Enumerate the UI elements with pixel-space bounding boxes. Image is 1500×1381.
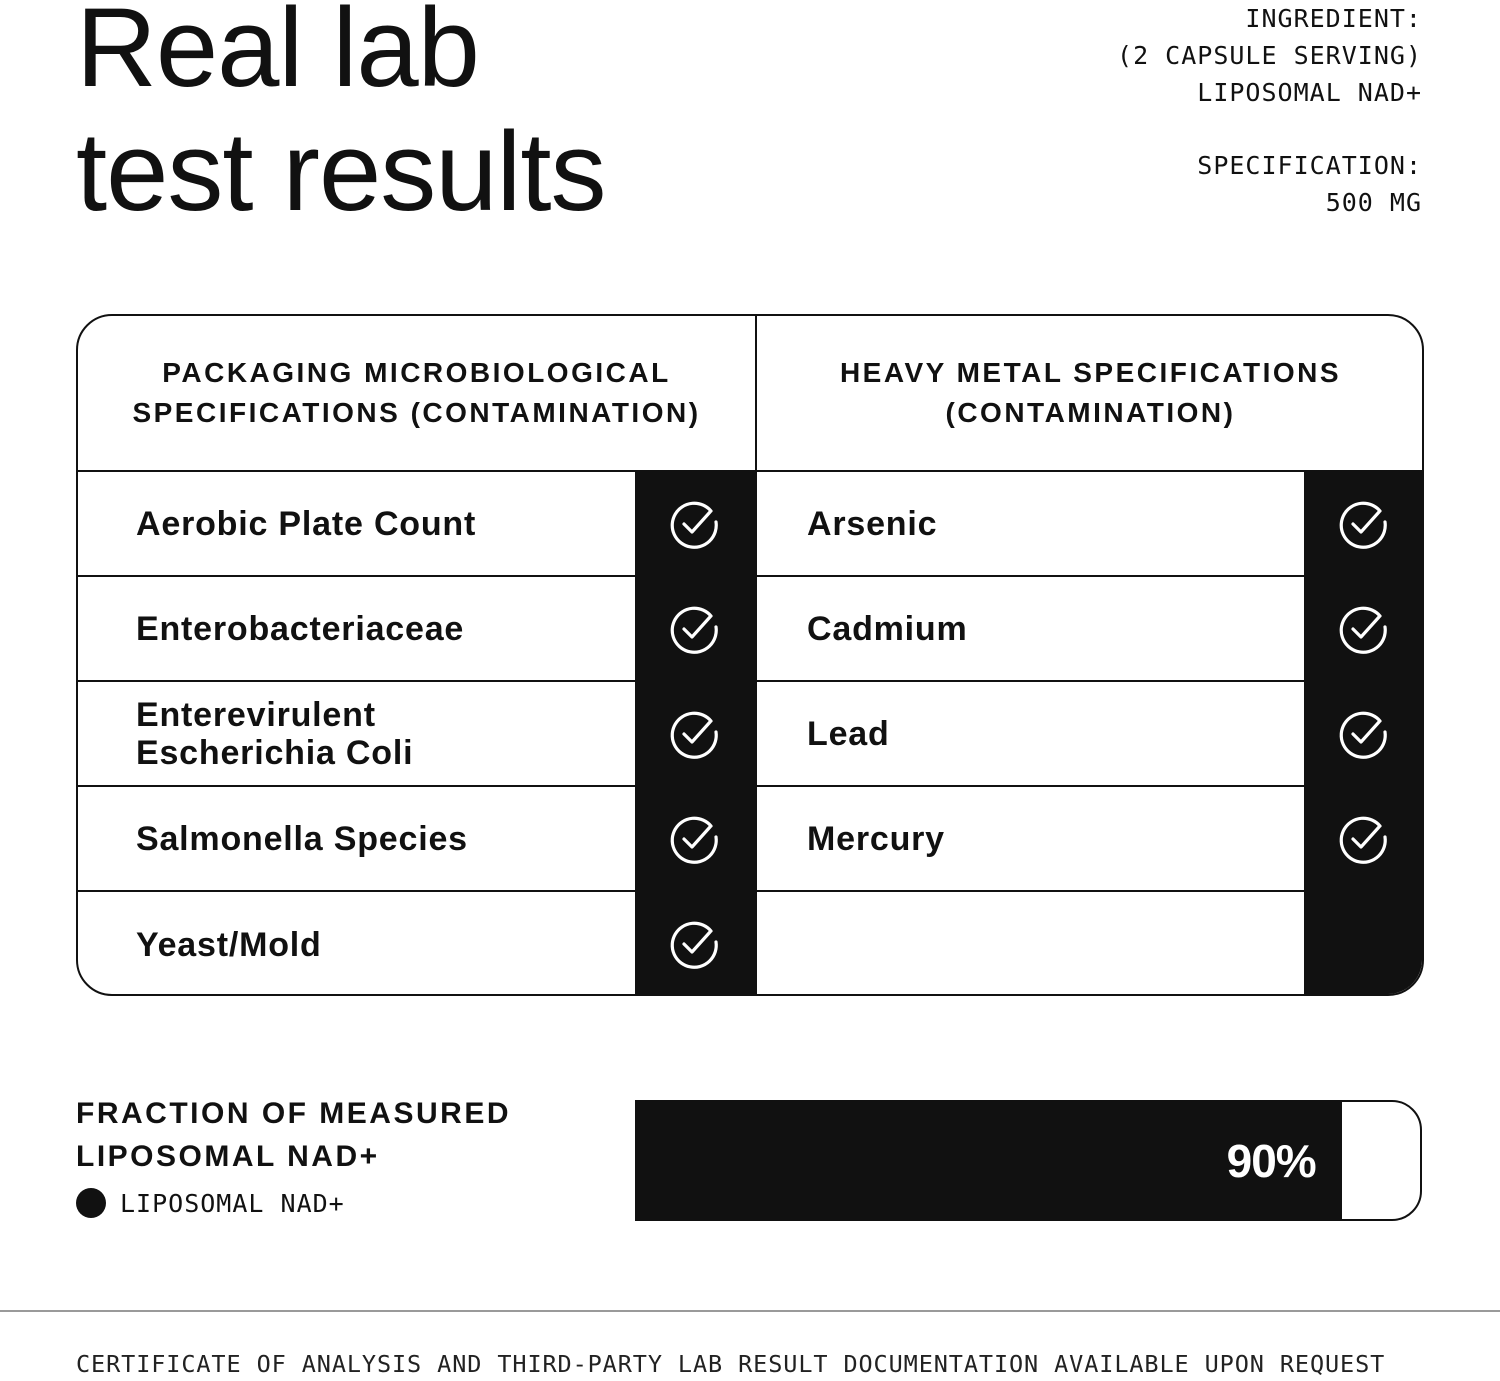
serving-size: (2 CAPSULE SERVING): [1117, 41, 1422, 70]
fraction-title-line-2: LIPOSOMAL NAD+: [76, 1140, 380, 1173]
test-name-line: Enterevirulent: [136, 695, 376, 734]
test-name: [78, 610, 464, 648]
check-icon: [1338, 498, 1390, 550]
ingredient-specs: [1117, 0, 1422, 221]
specification-value: 500 MG: [1325, 188, 1422, 217]
lab-results-table: [76, 314, 1424, 996]
table-row: [757, 892, 1304, 996]
test-name-line: Cadmium: [807, 609, 968, 648]
heavy-metal-column: [757, 316, 1424, 994]
table-row: [78, 787, 635, 892]
table-row: [757, 472, 1304, 577]
heading-line: PACKAGING MICROBIOLOGICAL: [162, 357, 671, 388]
check-icon: [669, 918, 721, 970]
check-icon: [669, 813, 721, 865]
check-icon: [1338, 498, 1390, 550]
table-row: [78, 892, 635, 996]
test-name-line: Enterobacteriaceae: [136, 609, 465, 648]
table-row: [757, 682, 1304, 787]
fraction-title-line-1: FRACTION OF MEASURED: [76, 1097, 511, 1130]
check-icon: [1338, 708, 1390, 760]
legend-label: LIPOSOMAL NAD+: [120, 1188, 345, 1218]
check-icon: [669, 918, 721, 970]
heading-line: SPECIFICATIONS (CONTAMINATION): [132, 397, 701, 428]
ingredient-label: INGREDIENT:: [1245, 4, 1422, 33]
check-icon: [669, 813, 721, 865]
fraction-percent: 90%: [1226, 1134, 1316, 1187]
fraction-title: [76, 1092, 511, 1178]
check-icon: [669, 498, 721, 550]
check-icon: [1338, 813, 1390, 865]
microbiological-column: [78, 316, 757, 994]
footer-note: CERTIFICATE OF ANALYSIS AND THIRD-PARTY LAB RESULT DOCUMENTATION AVAILABLE UPON REQUEST: [76, 1350, 1386, 1378]
title-line-2: test results: [76, 109, 606, 234]
test-name-line: Salmonella Species: [136, 819, 468, 858]
heavy-metal-heading: [757, 316, 1424, 472]
test-name-line: Escherichia Coli: [136, 733, 414, 772]
table-row: [757, 787, 1304, 892]
check-icon: [1338, 708, 1390, 760]
test-name: [78, 926, 322, 964]
table-row: [78, 472, 635, 577]
ingredient-value: LIPOSOMAL NAD+: [1197, 78, 1422, 107]
check-icon: [669, 498, 721, 550]
heading-line: (CONTAMINATION): [945, 397, 1236, 428]
test-name: [78, 696, 413, 772]
check-icon: [1338, 603, 1390, 655]
page-title: [76, 0, 606, 234]
table-row: [78, 577, 635, 682]
check-icon: [1338, 603, 1390, 655]
test-name: [757, 505, 937, 543]
check-icon: [669, 708, 721, 760]
title-line-1: Real lab: [76, 0, 479, 110]
microbiological-heading: [78, 316, 755, 472]
test-name-line: Mercury: [807, 819, 945, 858]
test-name-line: Lead: [807, 714, 890, 753]
divider: [0, 1310, 1500, 1312]
fraction-bar-fill: [637, 1102, 1342, 1219]
table-row: [78, 682, 635, 787]
test-name-line: Yeast/Mold: [136, 925, 322, 964]
check-icon: [669, 603, 721, 655]
heading-line: HEAVY METAL SPECIFICATIONS: [839, 357, 1342, 388]
test-name: [757, 610, 968, 648]
test-name: [78, 505, 476, 543]
table-row: [757, 577, 1304, 682]
legend-dot-icon: [76, 1188, 106, 1218]
test-name: [78, 820, 468, 858]
check-icon: [669, 708, 721, 760]
test-name-line: Arsenic: [807, 504, 938, 543]
test-name: [757, 715, 890, 753]
test-name-line: Aerobic Plate Count: [136, 504, 477, 543]
test-name: [757, 820, 945, 858]
check-icon: [669, 603, 721, 655]
check-icon: [1338, 813, 1390, 865]
specification-label: SPECIFICATION:: [1197, 151, 1422, 180]
fraction-bar: [635, 1100, 1422, 1221]
legend: [76, 1188, 345, 1218]
